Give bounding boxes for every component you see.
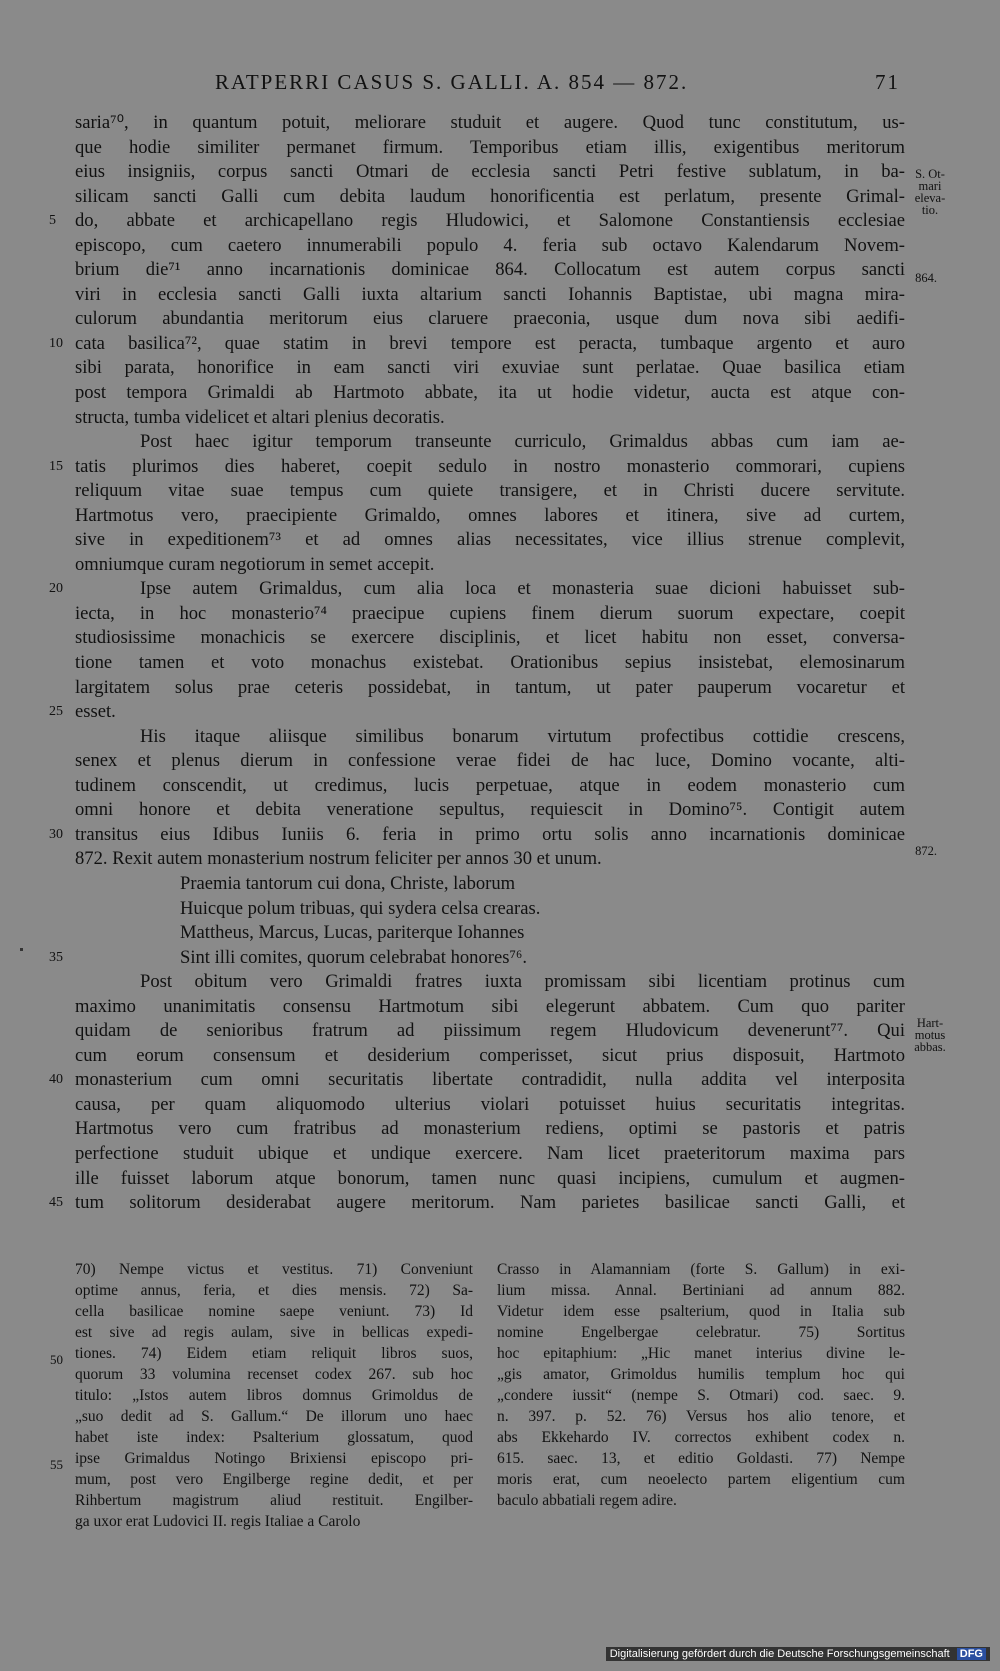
- text-line-content: iecta, in hoc monasterio⁷⁴ praecipue cupiens finem dierum suorum expectare, coepit: [75, 602, 905, 624]
- text-line: [75, 676, 905, 701]
- footnote-line: quorum 33 volumina recenset codex 267. sub hoc: [75, 1366, 473, 1383]
- text-line-content: studiosissime monachicis se exercere disciplinis, et licet habitu non esset, conversa-: [75, 627, 905, 649]
- text-line-content: perfectione studuit ubique et undique exercere. Nam licet praeteritorum maxima pars: [75, 1142, 905, 1164]
- text-line-content: causa, per quam aliquomodo ulterius violari potuisset huius securitatis integritas.: [75, 1093, 905, 1115]
- line-number: 35: [49, 949, 63, 965]
- text-line-content: Hartmotus vero cum fratribus ad monasterium rediens, optimi se pastoris et patris: [75, 1118, 905, 1140]
- running-title: RATPERRI CASUS S. GALLI. A. 854 — 872.: [215, 70, 689, 94]
- text-line: [49, 332, 905, 357]
- text-line-content: tudinem conscendit, ut credimus, lucis perpetuae, atque in eodem monasterio cum: [75, 774, 905, 796]
- main-text: [49, 111, 905, 1216]
- text-line: [75, 626, 905, 651]
- margin-line: abbas.: [914, 1040, 946, 1054]
- line-number: 5: [49, 213, 56, 229]
- text-line-content: Mattheus, Marcus, Lucas, pariterque Iohannes: [180, 922, 525, 944]
- text-line-content: transitus eius Idibus Iuniis 6. feria in primo ortu solis anno incarnationis dominicae: [75, 823, 905, 845]
- text-line: [75, 406, 905, 431]
- footnote-line: est sive ad regis aulam, sive in bellicas expedi-: [75, 1324, 473, 1341]
- footnote-line: Crasso in Alamanniam (forte S. Gallum) in exi-: [497, 1261, 905, 1278]
- margin-note-hartmotus: [905, 1017, 955, 1053]
- footnote-line: nomine Engelbergae celebratur. 75) Sortitus: [497, 1324, 905, 1341]
- footnote-line: habet iste index: Psalterium glossatum, quod: [75, 1429, 473, 1446]
- text-line-content: Hartmotus vero, praecipiente Grimaldo, omnes labores et itinera, sive ad curtem,: [75, 504, 905, 526]
- text-line-content: Ipse autem Grimaldus, cum alia loca et monasteria suae dicioni habuisset sub-: [140, 578, 905, 600]
- running-header: [200, 70, 900, 96]
- footnote-line: ipse Grimaldus Notingo Brixiensi episcopo pri-: [75, 1450, 473, 1467]
- footnote-line: hoc epitaphium: „Hic manet interius divine le-: [497, 1345, 905, 1362]
- margin-line: tio.: [921, 203, 939, 217]
- line-number: 25: [49, 704, 63, 720]
- footnote-line: „condere iussit“ (nempe S. Otmari) cod. saec. 9.: [497, 1387, 905, 1404]
- text-line-content: largitatem solus prae ceteris possidebat, in tantum, ut pater pauperum vocaretur et: [75, 676, 905, 698]
- text-line: [75, 774, 905, 799]
- text-line-content: cata basilica⁷², quae statim in brevi tempore est peracta, tumbaque argento et auro: [75, 332, 905, 354]
- text-line: [75, 725, 905, 750]
- footnote-line: mum, post vero Engilberge regine dedit, et per: [75, 1471, 473, 1488]
- footnote-line: abs Ekkehardo IV. correctos exhibent codex n.: [497, 1429, 905, 1446]
- footnote-line: baculo abbatiali regem adire.: [497, 1492, 677, 1509]
- footnote-line: ga uxor erat Ludovici II. regis Italiae a Carolo: [75, 1513, 361, 1530]
- footnotes-right-column: [497, 1259, 905, 1511]
- text-line: [49, 946, 905, 971]
- text-line-content: omniumque curam negotiorum in semet accepit.: [75, 553, 435, 575]
- text-line: [75, 970, 905, 995]
- footnote-line: moris erat, cum neoelecto partem eligentium cum: [497, 1471, 905, 1488]
- margin-note-otmari: [905, 168, 955, 216]
- text-line-content: Sint illi comites, quorum celebrabat honores⁷⁶.: [180, 946, 528, 968]
- footnote-line: Videtur idem esse psalterium, quod in Italia sub: [497, 1303, 905, 1320]
- footnote-line: 70) Nempe victus et vestitus. 71) Conveniunt: [75, 1261, 473, 1278]
- text-line: [75, 160, 905, 185]
- footnote-line: „suo dedit ad S. Gallum.“ De illorum uno haec: [75, 1408, 473, 1425]
- text-line: [49, 1191, 905, 1216]
- text-line-content: ille fuisset laborum atque bonorum, tamen nunc quasi incipiens, cumulum et augmen-: [75, 1167, 905, 1189]
- text-line-content: omni honore et debita veneratione sepultus, requiescit in Domino⁷⁵. Contigit autem: [75, 799, 905, 821]
- text-line-content: structa, tumba videlicet et altari plenius decoratis.: [75, 406, 445, 428]
- text-line: [75, 430, 905, 455]
- text-line-content: esset.: [75, 701, 116, 723]
- text-line-content: Huicque polum tribuas, qui sydera celsa crearas.: [180, 897, 541, 919]
- text-line-content: sive in expeditionem⁷³ et ad omnes alias necessitates, vice illius strenue complevit,: [75, 529, 905, 551]
- footnote-line: lium missa. Annal. Bertiniani ad annum 882.: [497, 1282, 905, 1299]
- credit-text: Digitalisierung gefördert durch die Deutsche Forschungsgemeinschaft: [609, 1648, 950, 1660]
- line-number: 45: [49, 1195, 63, 1211]
- text-line: [49, 823, 905, 848]
- text-line: [75, 1019, 905, 1044]
- text-line-content: que hodie similiter permanet firmum. Temporibus etiam illis, exigentibus meritorum: [75, 136, 905, 158]
- text-line-content: culorum abundantia meritorum eius claruere praeconia, usque dum nova sibi aedifi-: [75, 308, 905, 330]
- text-line: [75, 136, 905, 161]
- text-line: [75, 479, 905, 504]
- text-line: [75, 528, 905, 553]
- text-line: [75, 356, 905, 381]
- text-line-content: saria⁷⁰, in quantum potuit, meliorare studuit et augere. Quod tunc constitutum, us-: [75, 112, 905, 133]
- text-line-content: senex et plenus dierum in confessione verae fidei de hac luce, Domino vocante, alti-: [75, 750, 905, 772]
- text-line-content: tum solitorum desiderabat augere meritorum. Nam parietes basilicae sancti Galli, et: [75, 1192, 905, 1214]
- line-number: 10: [49, 335, 63, 351]
- text-line: [75, 1167, 905, 1192]
- footnotes-left-column: [75, 1259, 473, 1532]
- text-line-content: tione tamen et voto monachus existebat. Orationibus sepius insistebat, elemosinarum: [75, 652, 905, 674]
- margin-line: Hart-: [916, 1016, 944, 1030]
- footnote-line: optime annus, feria, et dies mensis. 72) Sa-: [75, 1282, 473, 1299]
- text-line: [75, 504, 905, 529]
- text-line-content: brium die⁷¹ anno incarnationis dominicae 864. Collocatum est autem corpus sancti: [75, 259, 905, 281]
- text-line: [75, 1093, 905, 1118]
- line-number: 40: [49, 1072, 63, 1088]
- margin-line: eleva-: [914, 191, 946, 205]
- text-line: [75, 1044, 905, 1069]
- margin-note-year-872: 872.: [915, 844, 937, 858]
- text-line: [75, 995, 905, 1020]
- line-number: 20: [49, 581, 63, 597]
- text-line-content: tatis plurimos dies haberet, coepit sedulo in nostro monasterio commorari, cupiens: [75, 455, 905, 477]
- footnote-line: „gis amator, Grimoldus humilis templum hoc qui: [497, 1366, 905, 1383]
- page-number: 71: [875, 70, 900, 94]
- digitization-credit: [606, 1647, 990, 1661]
- text-line: [49, 1068, 905, 1093]
- text-line-content: maximo unanimitatis consensu Hartmotum sibi elegerunt abbatem. Cum quo pariter: [75, 995, 905, 1017]
- text-line-content: Praemia tantorum cui dona, Christe, laborum: [180, 872, 516, 894]
- footnote-line: tiones. 74) Eidem etiam reliquit libros suos,: [75, 1345, 473, 1362]
- scan-speck: [20, 948, 23, 951]
- text-line: [75, 307, 905, 332]
- text-line-content: Post obitum vero Grimaldi fratres iuxta promissam sibi licentiam protinus cum: [140, 971, 905, 993]
- text-line: [75, 798, 905, 823]
- text-line: [75, 111, 905, 136]
- text-line: [75, 1117, 905, 1142]
- text-line: [75, 283, 905, 308]
- text-line: [49, 700, 905, 725]
- text-line-content: do, abbate et archicapellano regis Hludowici, et Salomone Constantiensis ecclesiae: [75, 210, 905, 232]
- text-line-content: silicam sancti Galli cum debita laudum honorificentia est perlatum, presente Grimal-: [75, 185, 905, 207]
- text-line: [75, 872, 905, 897]
- margin-line: S. Ot-: [915, 167, 945, 181]
- text-line-content: His itaque aliisque similibus bonarum virtutum profectibus cottidie crescens,: [140, 725, 905, 747]
- text-line: [75, 651, 905, 676]
- text-line: [75, 258, 905, 283]
- footnote-line: 615. saec. 13, et editio Goldasti. 77) Nempe: [497, 1450, 905, 1467]
- text-line-content: episcopo, cum caetero innumerabili populo 4. feria sub octavo Kalendarum Novem-: [75, 234, 905, 256]
- note-line-number: 50: [50, 1352, 63, 1367]
- text-line: [75, 749, 905, 774]
- text-line: [75, 381, 905, 406]
- line-number: 30: [49, 826, 63, 842]
- footnote-line: Rihbertum magistrum aliud restituit. Engilber-: [75, 1492, 473, 1509]
- text-line-content: eius insigniis, corpus sancti Otmari de ecclesia sancti Petri festive sublatum, in ba-: [75, 161, 905, 183]
- text-line-content: monasterium cum omni securitatis libertate contradidit, nulla addita vel interposita: [75, 1069, 905, 1091]
- text-line: [49, 209, 905, 234]
- footnote-line: cella basilicae nomine saepe veniunt. 73) Id: [75, 1303, 473, 1320]
- text-line: [75, 897, 905, 922]
- margin-note-year-864: 864.: [915, 271, 937, 285]
- text-line-content: cum eorum consensum et desiderium comperisset, sicut prius disposuit, Hartmoto: [75, 1044, 905, 1066]
- text-line-content: viri in ecclesia sancti Galli iuxta altarium sancti Iohannis Baptistae, ubi magna mira-: [75, 283, 905, 305]
- margin-line: mari: [918, 179, 942, 193]
- footnote-line: n. 397. p. 52. 76) Versus hos alio tenore, et: [497, 1408, 905, 1425]
- note-line-number: 55: [50, 1457, 63, 1472]
- text-line: [75, 602, 905, 627]
- text-line: [75, 1142, 905, 1167]
- text-line-content: post tempora Grimaldi ab Hartmoto abbate, ita ut hodie videtur, aucta est atque con-: [75, 382, 905, 404]
- text-line: [75, 185, 905, 210]
- line-number: 15: [49, 458, 63, 474]
- text-line-content: 872. Rexit autem monasterium nostrum feliciter per annos 30 et unum.: [75, 848, 602, 870]
- text-line-content: reliquum vitae suae tempus cum quiete transigere, et in Christi ducere servitute.: [75, 480, 905, 502]
- text-line: [49, 577, 905, 602]
- text-line-content: sibi parata, honorifice in eam sancti viri exuviae sunt perlatae. Quae basilica etiam: [75, 357, 905, 379]
- margin-line: motus: [914, 1028, 946, 1042]
- text-line: [49, 455, 905, 480]
- text-line: [75, 847, 905, 872]
- text-line-content: Post haec igitur temporum transeunte curriculo, Grimaldus abbas cum iam ae-: [140, 431, 905, 453]
- text-line: [75, 921, 905, 946]
- dfg-logo: DFG: [957, 1648, 986, 1660]
- text-line-content: quidam de senioribus fratrum ad piissimum regem Hludovicum devenerunt⁷⁷. Qui: [75, 1020, 905, 1042]
- text-line: [75, 234, 905, 259]
- footnote-line: titulo: „Istos autem libros domnus Grimoldus de: [75, 1387, 473, 1404]
- text-line: [75, 553, 905, 578]
